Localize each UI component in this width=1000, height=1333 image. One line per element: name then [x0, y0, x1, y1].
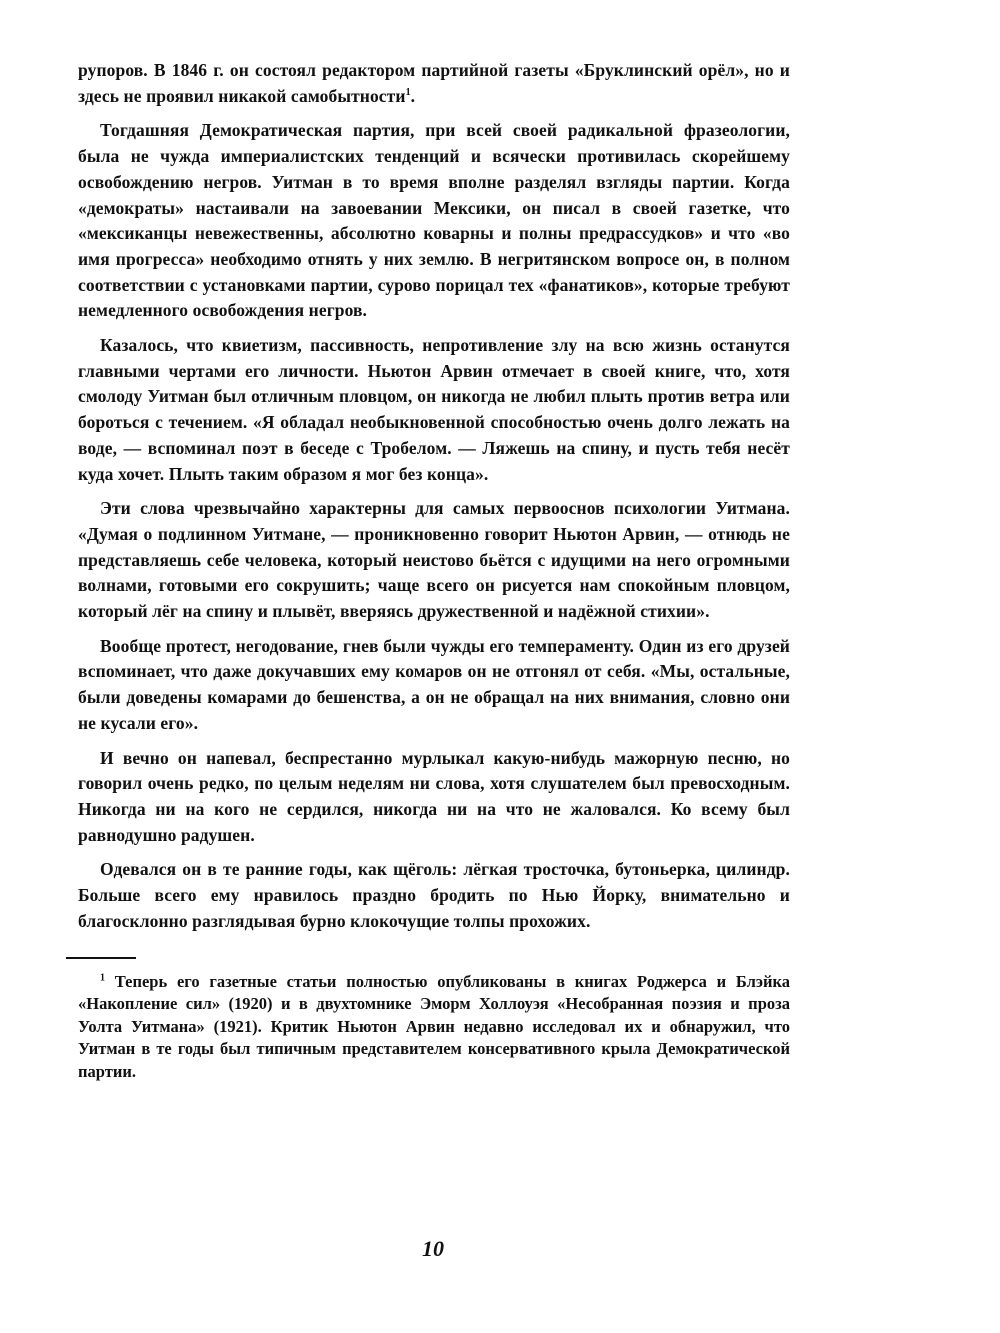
paragraph-4: Эти слова чрезвычайно характерны для самых первооснов психологии Уитмана. «Думая о подлинном Уитмане, — проникновенно говорит Ньютон Арвин, — отнюдь не представляешь себе человека, который неистово бьётся с идущими на него огромными волнами, готовыми его сокрушить; чаще всего он рисуется нам спокойным пловцом, который лёг на спину и плывёт, вверяясь дружественной и надёжной стихии». [78, 498, 790, 622]
paragraph-5: Вообще протест, негодование, гнев были чужды его темпераменту. Один из его друзей вспоминает, что даже докучавших ему комаров он не отгонял от себя. «Мы, остальные, были доведены комарами до бешенства, а он не обращал на них внимания, словно они не кусали его». [78, 635, 790, 733]
footnote-reference[interactable]: 1 [405, 86, 411, 98]
paragraph-2: Тогдашняя Демократическая партия, при всей своей радикальной фразеологии, была не чужда империалистских тенденций и всячески противилась скорейшему освобождению негров. Уитман в то время вполне разделял взгляды партии. Когда «демократы» настаивали на завоевании Мексики, он писал в своей газетке, что «мексиканцы невежественны, абсолютно коварны и полны предрассудков» и что «во имя прогресса» необходимо отнять у них землю. В негритянском вопросе он, в полном соответствии с установками партии, сурово порицал тех «фанатиков», которые требуют немедленного освобождения негров. [78, 120, 790, 321]
paragraph-6: И вечно он напевал, беспрестанно мурлыкал какую-нибудь мажорную песню, но говорил очень редко, по целым неделям ни слова, хотя слушателем был превосходным. Никогда ни на кого не сердился, никогда ни на что не жаловался. Ко всему был равнодушно радушен. [78, 747, 790, 845]
paragraph-1 [78, 58, 790, 109]
page-body [78, 58, 790, 1083]
paragraph-1-text: рупоров. В 1846 г. он состоял редактором партийной газеты «Бруклинский орёл», но и здесь не проявил никакой самобытности [78, 60, 790, 106]
page-number: 10 [422, 1236, 444, 1261]
footnote-marker: 1 [100, 972, 105, 983]
paragraph-1-trailing: . [410, 85, 416, 106]
footnote-divider [66, 957, 136, 959]
footnote [78, 971, 790, 1084]
paragraph-7: Одевался он в те ранние годы, как щёголь: лёгкая тросточка, бутоньерка, цилиндр. Больше всего ему нравилось праздно бродить по Нью Йорку, внимательно и благосклонно разглядывая бурно клокочущие толпы прохожих. [78, 859, 790, 931]
paragraph-3: Казалось, что квиетизм, пассивность, непротивление злу на всю жизнь останутся главными чертами его личности. Ньютон Арвин отмечает в своей книге, что, хотя смолоду Уитман был отличным пловцом, он никогда не любил плыть против ветра или бороться с течением. «Я обладал необыкновенной способностью очень долго лежать на воде, — вспоминал поэт в беседе с Тробелом. — Ляжешь на спину, и пусть тебя несёт куда хочет. Плыть таким образом я мог без конца». [78, 335, 790, 484]
footnote-text: Теперь его газетные статьи полностью опубликованы в книгах Роджерса и Блэйка «Накопление сил» (1920) и в двухтомнике Эморм Холлоуэя «Несобранная поэзия и проза Уолта Уитмана» (1921). Критик Ньютон Арвин недавно исследовал их и обнаружил, что Уитман в те годы был типичным представителем консервативного крыла Демократической партии. [78, 971, 790, 1081]
